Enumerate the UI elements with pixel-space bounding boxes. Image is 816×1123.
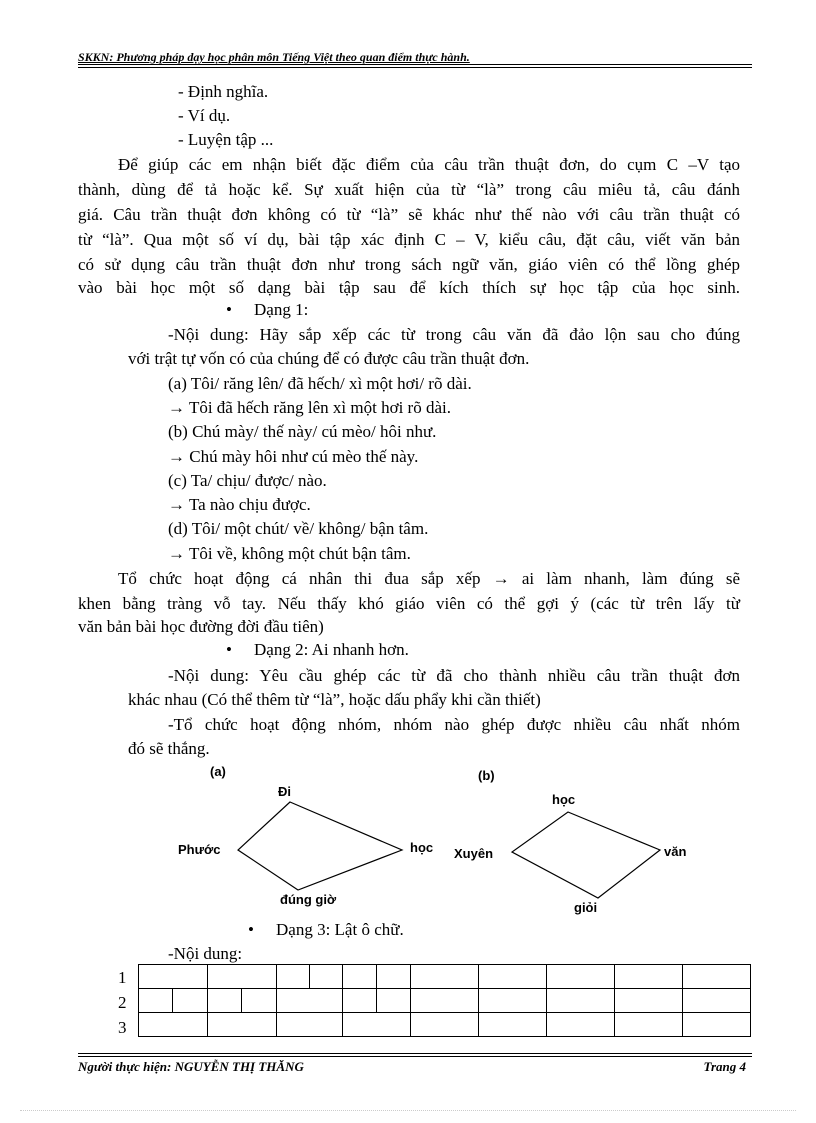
- grid-row-1: [139, 965, 751, 989]
- grid-cell: [479, 989, 547, 1013]
- diagram-b-label: (b): [478, 768, 495, 783]
- diagram-a-right: học: [410, 840, 434, 855]
- list-item: - Ví dụ.: [178, 106, 231, 125]
- grid-cell: [479, 1013, 547, 1037]
- diagram-a: [178, 764, 433, 907]
- diagram-a-top: Đi: [278, 784, 291, 799]
- footer-rule: [78, 1056, 752, 1057]
- paragraph-line: từ “là”. Qua một số ví dụ, bài tập xác định C – V, kiểu câu, đặt câu, viết văn bản: [78, 230, 740, 249]
- bullet-heading-dang3: • Dạng 3: Lật ô chữ.: [276, 920, 404, 940]
- grid-cell: [377, 965, 411, 989]
- list-item: - Định nghĩa.: [178, 82, 269, 101]
- grid-cell: [411, 989, 479, 1013]
- header-rule: [78, 64, 752, 65]
- grid-cell: [277, 989, 343, 1013]
- grid-cell: [411, 1013, 479, 1037]
- page-edge: [20, 1110, 796, 1111]
- paragraph-line: giá. Câu trần thuật đơn không có từ “là” sẽ khác như thế nào với câu trần thuật có: [78, 205, 740, 224]
- grid-cell: [547, 965, 615, 989]
- grid-cell: [615, 1013, 683, 1037]
- grid-cell: [683, 989, 751, 1013]
- paragraph-line: văn bản bài học đường đời đầu tiên): [78, 617, 324, 636]
- diagram-b: [454, 768, 686, 915]
- footer-rule-thin: [78, 1053, 752, 1054]
- row-number: 1: [118, 968, 127, 987]
- paragraph-line: có sử dụng câu trần thuật đơn như trong sách ngữ văn, giáo viên có thể lồng ghép: [78, 255, 740, 274]
- header-rule-thin: [78, 67, 752, 68]
- diagram-b-right: văn: [664, 844, 687, 859]
- row-number: 3: [118, 1018, 127, 1037]
- grid-cell: [479, 965, 547, 989]
- example-line: (a) Tôi/ răng lên/ đã hếch/ xì một hơi/ rõ dài.: [168, 374, 472, 393]
- word-diagrams: [170, 762, 730, 922]
- footer-author: Người thực hiện: NGUYỄN THỊ THĂNG: [78, 1059, 304, 1074]
- example-answer: → Tôi về, không một chút bận tâm.: [168, 544, 411, 563]
- example-line: (d) Tôi/ một chút/ về/ không/ bận tâm.: [168, 519, 429, 538]
- diagram-a-label: (a): [210, 764, 226, 779]
- paragraph-line: thành, dùng để tả hoặc kể. Sự xuất hiện của từ “là” trong câu miêu tả, câu đánh: [78, 180, 740, 199]
- example-line: (b) Chú mày/ thế này/ cú mèo/ hôi như.: [168, 422, 437, 441]
- example-line: (c) Ta/ chịu/ được/ nào.: [168, 471, 327, 490]
- paragraph-line: Để giúp các em nhận biết đặc điểm của câu trần thuật đơn, do cụm C –V tạo: [118, 155, 740, 174]
- grid-cell: [208, 1013, 277, 1037]
- diagram-b-bottom: giỏi: [574, 900, 598, 915]
- grid-cell: [277, 1013, 343, 1037]
- diamond-shape: [238, 802, 402, 890]
- grid-row-3: [139, 1013, 751, 1037]
- page-number: Trang 4: [703, 1059, 746, 1074]
- grid-cell: [343, 1013, 411, 1037]
- grid-cell: [139, 965, 208, 989]
- content-line: -Nội dung: Hãy sắp xếp các từ trong câu văn đã đảo lộn sau cho đúng: [168, 325, 740, 344]
- grid-cell: [547, 989, 615, 1013]
- grid-cell: [343, 989, 377, 1013]
- content-line: -Tổ chức hoạt động nhóm, nhóm nào ghép được nhiều câu nhất nhóm: [168, 715, 740, 734]
- bullet-heading-dang1: • Dạng 1:: [254, 300, 308, 320]
- grid-cell: [310, 965, 343, 989]
- grid-cell: [277, 965, 310, 989]
- diagram-a-bottom: đúng giờ: [280, 892, 337, 907]
- diagram-b-left: Xuyên: [454, 846, 494, 861]
- grid-cell: [377, 989, 411, 1013]
- grid-cell: [615, 989, 683, 1013]
- diamond-shape: [512, 812, 660, 898]
- grid-cell: [173, 989, 208, 1013]
- example-answer: → Tôi đã hếch răng lên xì một hơi rõ dài.: [168, 398, 451, 417]
- list-item: - Luyện tập ...: [178, 130, 274, 149]
- grid-cell: [411, 965, 479, 989]
- paragraph-line: Tổ chức hoạt động cá nhân thi đua sắp xếp → ai làm nhanh, làm đúng sẽ: [118, 569, 740, 588]
- grid-cell: [139, 1013, 208, 1037]
- diagram-b-top: học: [552, 792, 576, 807]
- header-title: SKKN: Phương pháp dạy học phân môn Tiếng Việt theo quan điểm thực hành.: [78, 50, 470, 64]
- content-line: khác nhau (Có thể thêm từ “là”, hoặc dấu phẩy khi cần thiết): [128, 690, 541, 709]
- content-line: -Nội dung: Yêu cầu ghép các từ đã cho thành nhiều câu trần thuật đơn: [168, 666, 740, 685]
- paragraph-line: vào bài học một số dạng bài tập sau để kích thích sự học tập của học sinh.: [78, 278, 740, 297]
- crossword-grid: [138, 964, 751, 1037]
- grid-cell: [139, 989, 173, 1013]
- example-answer: → Ta nào chịu được.: [168, 495, 311, 514]
- grid-cell: [683, 1013, 751, 1037]
- grid-cell: [683, 965, 751, 989]
- bullet-heading-dang2: • Dạng 2: Ai nhanh hơn.: [254, 640, 409, 660]
- grid-cell: [208, 965, 277, 989]
- content-line: đó sẽ thắng.: [128, 739, 210, 758]
- grid-cell: [547, 1013, 615, 1037]
- grid-cell: [208, 989, 242, 1013]
- grid-row-2: [139, 989, 751, 1013]
- diagram-a-left: Phước: [178, 842, 221, 857]
- grid-cell: [343, 965, 377, 989]
- content-line: với trật tự vốn có của chúng để có được câu trần thuật đơn.: [128, 349, 530, 368]
- example-answer: → Chú mày hôi như cú mèo thế này.: [168, 447, 419, 466]
- grid-cell: [242, 989, 277, 1013]
- paragraph-line: khen bằng tràng vỗ tay. Nếu thấy khó giáo viên có thể gợi ý (các từ trên lấy từ: [78, 594, 740, 613]
- row-number: 2: [118, 993, 127, 1012]
- grid-cell: [615, 965, 683, 989]
- content-line: -Nội dung:: [168, 944, 243, 963]
